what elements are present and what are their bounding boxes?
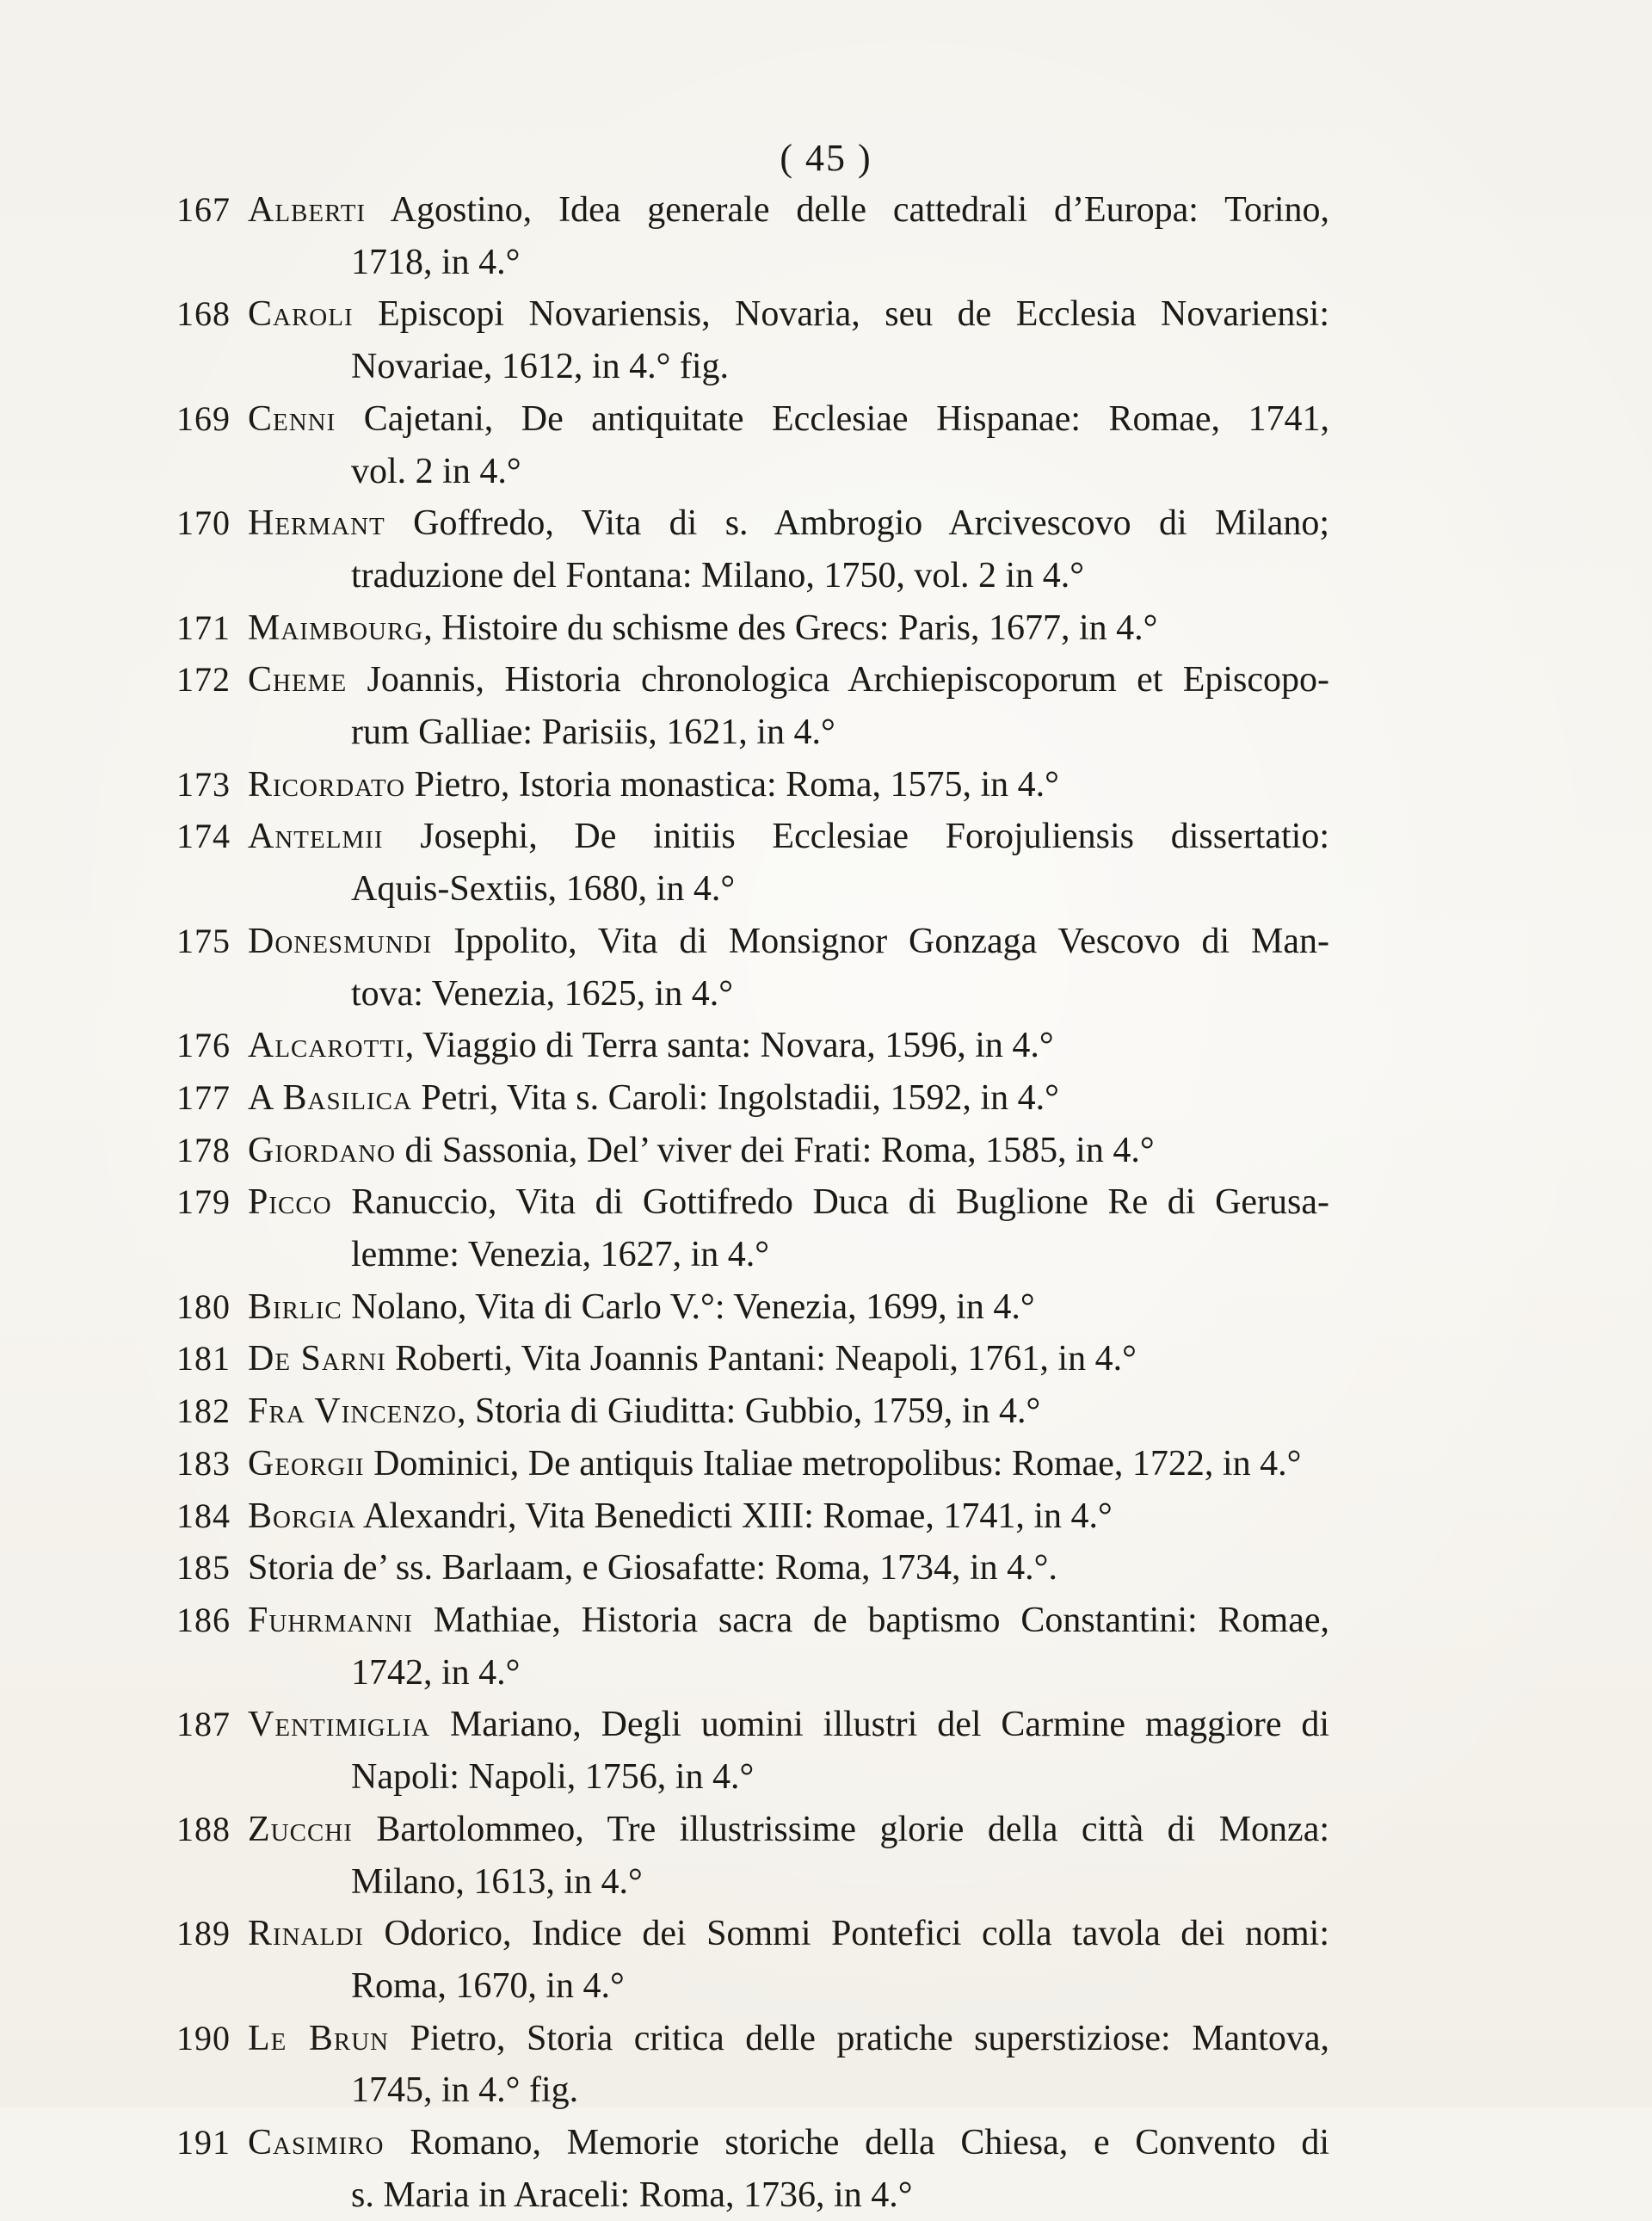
entry-number: 167 bbox=[176, 190, 231, 229]
entry-title: Ranuccio, Vita di Gottifredo Duca di Buglione Re di Gerusa- bbox=[351, 1182, 1329, 1223]
entry-first-line bbox=[248, 1333, 1329, 1385]
entry-author: Hermant bbox=[248, 503, 385, 544]
entry-first-line bbox=[248, 654, 1329, 706]
entry-number: 191 bbox=[176, 2123, 231, 2162]
entry-continuation: Roma, 1670, in 4.° bbox=[351, 1965, 625, 2006]
entry-author: Fra Vincenzo bbox=[248, 1391, 457, 1432]
entry-title: , Storia di Giuditta: Gubbio, 1759, in 4.° bbox=[456, 1391, 1041, 1432]
entry-title: , Viaggio di Terra santa: Novara, 1596, in 4.° bbox=[404, 1026, 1054, 1066]
entry-continuation: 1742, in 4.° bbox=[351, 1652, 521, 1693]
entry-first-line bbox=[248, 1125, 1329, 1177]
entry-title: Pietro, Storia critica delle pratiche superstiziose: Mantova, bbox=[410, 2018, 1330, 2058]
catalogue-entry bbox=[176, 288, 1329, 392]
catalogue-entry bbox=[176, 1438, 1329, 1490]
entry-author: Caroli bbox=[248, 294, 354, 335]
entry-continuation: 1718, in 4.° bbox=[351, 242, 521, 282]
entry-author: Alcarotti bbox=[248, 1026, 405, 1066]
entry-title: Mathiae, Historia sacra de baptismo Constantini: Romae, bbox=[433, 1600, 1329, 1640]
entry-first-line bbox=[248, 602, 1329, 655]
entry-first-line bbox=[248, 1908, 1329, 1960]
entry-first-line bbox=[248, 811, 1329, 863]
catalogue-entry bbox=[176, 184, 1329, 288]
catalogue-entry bbox=[176, 1125, 1329, 1177]
entry-title: Romano, Memorie storiche della Chiesa, e Convento di bbox=[410, 2123, 1330, 2163]
entry-author: Cenni bbox=[248, 398, 336, 439]
entry-first-line bbox=[248, 1490, 1329, 1543]
entry-first-line bbox=[248, 759, 1329, 811]
entry-first-line bbox=[248, 393, 1329, 446]
entry-number: 170 bbox=[176, 503, 231, 543]
entry-title: Roberti, Vita Joannis Pantani: Neapoli, 1761, in 4.° bbox=[395, 1339, 1137, 1379]
entry-continuation: tova: Venezia, 1625, in 4.° bbox=[351, 973, 734, 1014]
entry-title: Goffredo, Vita di s. Ambrogio Arcivescovo di Milano; bbox=[413, 503, 1330, 544]
entry-author: Birlic bbox=[248, 1286, 342, 1327]
entry-first-line bbox=[248, 1804, 1329, 1856]
entry-author: Picco bbox=[248, 1182, 332, 1223]
entry-title: Joannis, Historia chronologica Archiepiscoporum et Episcopo- bbox=[367, 660, 1330, 700]
entry-number: 172 bbox=[176, 660, 231, 700]
catalogue-entry bbox=[176, 2117, 1329, 2221]
catalogue-entry bbox=[176, 1072, 1329, 1125]
catalogue-entry bbox=[176, 1490, 1329, 1543]
entry-author: Alberti bbox=[248, 190, 367, 230]
catalogue-entry bbox=[176, 1699, 1329, 1803]
entry-number: 185 bbox=[176, 1548, 231, 1588]
entry-first-line bbox=[248, 184, 1329, 237]
catalogue-entry bbox=[176, 1333, 1329, 1385]
catalogue-entry bbox=[176, 1385, 1329, 1438]
entry-title: Pietro, Istoria monastica: Roma, 1575, in 4.° bbox=[414, 764, 1059, 805]
entry-continuation: vol. 2 in 4.° bbox=[351, 451, 521, 491]
entry-continuation: Novariae, 1612, in 4.° fig. bbox=[351, 347, 730, 387]
entry-first-line bbox=[248, 1020, 1329, 1072]
entry-author: A Basilica bbox=[248, 1077, 412, 1118]
entry-author: Zucchi bbox=[248, 1809, 353, 1849]
entry-number: 187 bbox=[176, 1705, 231, 1744]
entry-author: Le Brun bbox=[248, 2018, 390, 2058]
catalogue-entry bbox=[176, 1908, 1329, 2012]
entry-first-line bbox=[248, 1176, 1329, 1229]
entry-continuation: Aquis-Sextiis, 1680, in 4.° bbox=[351, 869, 736, 910]
entry-author: Cheme bbox=[248, 660, 348, 700]
entry-number: 186 bbox=[176, 1600, 231, 1639]
entry-number: 174 bbox=[176, 817, 231, 856]
catalogue-entry bbox=[176, 1595, 1329, 1699]
catalogue-entry bbox=[176, 759, 1329, 811]
catalogue-entry bbox=[176, 602, 1329, 655]
entry-first-line bbox=[248, 1699, 1329, 1751]
catalogue-entry bbox=[176, 1281, 1329, 1334]
catalogue-entry bbox=[176, 1020, 1329, 1072]
entry-number: 176 bbox=[176, 1026, 231, 1065]
entry-author: Maimbourg bbox=[248, 608, 424, 648]
entry-number: 182 bbox=[176, 1391, 231, 1431]
entry-first-line bbox=[248, 2117, 1329, 2169]
entry-title: Odorico, Indice dei Sommi Pontefici colla tavola dei nomi: bbox=[384, 1914, 1330, 1954]
entry-first-line bbox=[248, 497, 1329, 550]
entry-continuation: lemme: Venezia, 1627, in 4.° bbox=[351, 1235, 770, 1275]
entry-number: 188 bbox=[176, 1809, 231, 1848]
catalogue-entry bbox=[176, 1542, 1329, 1595]
entry-first-line bbox=[248, 1438, 1329, 1490]
entry-author: Giordano bbox=[248, 1130, 397, 1170]
entry-continuation: s. Maria in Araceli: Roma, 1736, in 4.° bbox=[351, 2175, 913, 2215]
entry-title: Petri, Vita s. Caroli: Ingolstadii, 1592, in 4.° bbox=[421, 1077, 1059, 1118]
entry-first-line bbox=[248, 2013, 1329, 2065]
entry-first-line bbox=[248, 1281, 1329, 1334]
entry-first-line bbox=[248, 1542, 1329, 1595]
entry-continuation: Milano, 1613, in 4.° bbox=[351, 1861, 643, 1902]
entry-title: Storia de’ ss. Barlaam, e Giosafatte: Roma, 1734, in 4.°. bbox=[248, 1548, 1057, 1589]
catalogue-entry bbox=[176, 916, 1329, 1020]
entry-continuation: rum Galliae: Parisiis, 1621, in 4.° bbox=[351, 713, 835, 753]
entry-continuation: traduzione del Fontana: Milano, 1750, vol. 2 in 4.° bbox=[351, 555, 1084, 595]
entry-title: Agostino, Idea generale delle cattedrali d’Europa: Torino, bbox=[390, 190, 1329, 230]
entry-number: 169 bbox=[176, 398, 231, 438]
entry-first-line bbox=[248, 288, 1329, 341]
entry-continuation: 1745, in 4.° fig. bbox=[351, 2070, 579, 2111]
entry-title: Cajetani, De antiquitate Ecclesiae Hispanae: Romae, 1741, bbox=[363, 398, 1330, 439]
entry-number: 177 bbox=[176, 1077, 231, 1117]
catalogue-entry bbox=[176, 811, 1329, 915]
entry-title: , Histoire du schisme des Grecs: Paris, 1677, in 4.° bbox=[423, 608, 1158, 648]
catalogue-entry bbox=[176, 497, 1329, 602]
entry-title: Bartolommeo, Tre illustrissime glorie della città di Monza: bbox=[376, 1809, 1330, 1849]
entry-author: Casimiro bbox=[248, 2123, 385, 2163]
entry-author: Borgia bbox=[248, 1496, 356, 1536]
entry-number: 179 bbox=[176, 1182, 231, 1222]
entry-author: Ventimiglia bbox=[248, 1705, 431, 1745]
entry-number: 183 bbox=[176, 1443, 231, 1483]
entry-author: De Sarni bbox=[248, 1339, 386, 1379]
entry-title: Episcopi Novariensis, Novaria, seu de Ecclesia Novariensi: bbox=[378, 294, 1329, 335]
entry-author: Antelmii bbox=[248, 817, 384, 857]
entry-number: 168 bbox=[176, 294, 231, 334]
entry-title: Josephi, De initiis Ecclesiae Forojuliensis dissertatio: bbox=[420, 817, 1329, 857]
entry-continuation: Napoli: Napoli, 1756, in 4.° bbox=[351, 1757, 755, 1798]
catalogue-entry bbox=[176, 393, 1329, 497]
entry-number: 190 bbox=[176, 2018, 231, 2058]
entry-number: 181 bbox=[176, 1339, 231, 1379]
catalogue-entry bbox=[176, 654, 1329, 758]
entry-number: 178 bbox=[176, 1130, 231, 1169]
entry-author: Donesmundi bbox=[248, 921, 433, 961]
entry-number: 180 bbox=[176, 1286, 231, 1326]
entry-number: 189 bbox=[176, 1914, 231, 1953]
entry-title: Mariano, Degli uomini illustri del Carmine maggiore di bbox=[449, 1705, 1330, 1745]
entry-title: Alexandri, Vita Benedicti XIII: Romae, 1741, in 4.° bbox=[363, 1496, 1113, 1536]
entry-first-line bbox=[248, 1385, 1329, 1438]
entry-author: Rinaldi bbox=[248, 1914, 364, 1954]
entry-number: 175 bbox=[176, 921, 231, 960]
entry-title: di Sassonia, Del’ viver dei Frati: Roma, 1585, in 4.° bbox=[404, 1130, 1155, 1170]
entry-number: 184 bbox=[176, 1496, 231, 1535]
catalogue-entry bbox=[176, 1804, 1329, 1908]
entry-number: 171 bbox=[176, 608, 231, 647]
entry-number: 173 bbox=[176, 764, 231, 804]
entry-first-line bbox=[248, 1072, 1329, 1125]
entry-author: Georgii bbox=[248, 1443, 365, 1484]
entry-first-line bbox=[248, 1595, 1329, 1647]
entry-title: Ippolito, Vita di Monsignor Gonzaga Vescovo di Man- bbox=[453, 921, 1330, 961]
catalogue-entry bbox=[176, 1176, 1329, 1280]
entry-first-line bbox=[248, 916, 1329, 968]
entry-title: Dominici, De antiquis Italiae metropolibus: Romae, 1722, in 4.° bbox=[373, 1443, 1302, 1484]
entry-author: Ricordato bbox=[248, 764, 406, 805]
catalogue-entries bbox=[176, 184, 1329, 2221]
catalogue-entry bbox=[176, 2013, 1329, 2117]
entry-author: Fuhrmanni bbox=[248, 1600, 413, 1640]
page-number: ( 45 ) bbox=[780, 137, 872, 179]
entry-title: Nolano, Vita di Carlo V.°: Venezia, 1699, in 4.° bbox=[351, 1286, 1035, 1327]
